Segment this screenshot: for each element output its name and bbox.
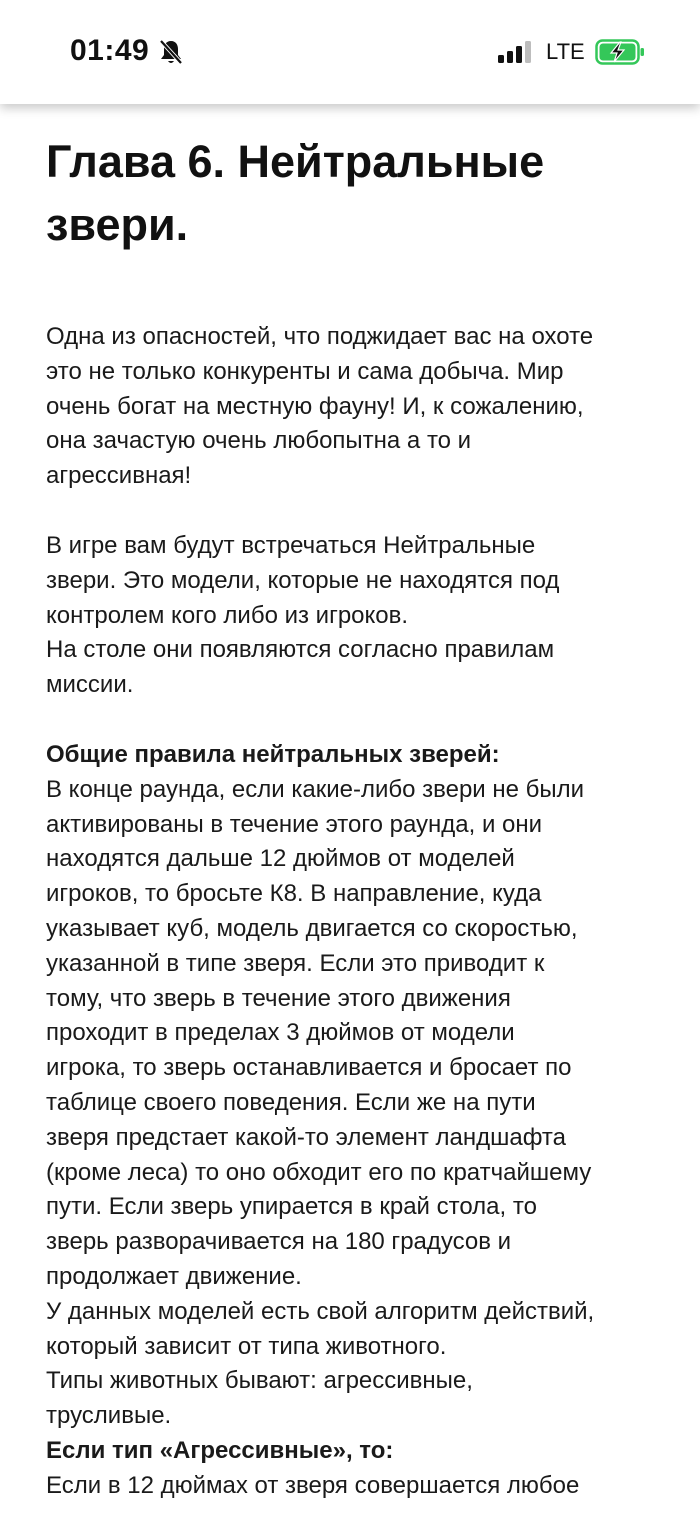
- network-label: LTE: [546, 39, 585, 64]
- text-line: продолжает движение.: [46, 1262, 302, 1290]
- text-line: Если в 12 дюймах от зверя совершается любое: [46, 1471, 580, 1499]
- paragraph-neutral-beasts: [46, 529, 656, 703]
- text-line: таблице своего поведения. Если же на пути: [46, 1088, 536, 1116]
- text-line: У данных моделей есть свой алгоритм действий,: [46, 1297, 595, 1325]
- text-line: проходит в пределах 3 дюймов от модели: [46, 1019, 515, 1047]
- paragraph-intro: [46, 320, 656, 494]
- text-line: В игре вам будут встречаться Нейтральные: [46, 531, 536, 559]
- paragraph-rules: [46, 738, 656, 1504]
- text-line: очень богат на местную фауну! И, к сожалению,: [46, 392, 584, 420]
- signal-icon: [498, 41, 531, 63]
- aggressive-heading: Если тип «Агрессивные», то:: [46, 1436, 394, 1464]
- rules-heading: Общие правила нейтральных зверей:: [46, 740, 500, 768]
- text-line: пути. Если зверь упирается в край стола, то: [46, 1193, 537, 1221]
- text-line: находятся дальше 12 дюймов от моделей: [46, 845, 515, 873]
- text-line: это не только конкуренты и сама добыча. Мир: [46, 357, 564, 385]
- text-line: указанной в типе зверя. Если это приводит к: [46, 949, 545, 977]
- text-line: который зависит от типа животного.: [46, 1332, 447, 1360]
- battery-charging-icon: [595, 38, 645, 71]
- text-line: (кроме леса) то оно обходит его по кратчайшему: [46, 1158, 592, 1186]
- text-line: Одна из опасностей, что поджидает вас на охоте: [46, 323, 594, 350]
- text-line: агрессивная!: [46, 462, 192, 490]
- text-line: указывает куб, модель двигается со скоростью,: [46, 914, 578, 942]
- text-line: В конце раунда, если какие-либо звери не были: [46, 775, 585, 803]
- text-line: трусливые.: [46, 1402, 172, 1430]
- text-line: она зачастую очень любопытна а то и: [46, 427, 472, 455]
- title-line: Глава 6. Нейтральные: [46, 136, 545, 187]
- text-line: звери. Это модели, которые не находятся под: [46, 566, 560, 594]
- page-title: [46, 130, 646, 256]
- status-time: 01:49: [70, 34, 150, 67]
- title-line: звери.: [46, 199, 189, 250]
- text-line: контролем кого либо из игроков.: [46, 601, 409, 629]
- text-line: игрока, то зверь останавливается и бросает по: [46, 1054, 572, 1082]
- text-line: игроков, то бросьте К8. В направление, куда: [46, 880, 542, 908]
- status-bar: [0, 0, 700, 104]
- text-line: Типы животных бывают: агрессивные,: [46, 1367, 473, 1395]
- text-line: активированы в течение этого раунда, и они: [46, 810, 543, 838]
- text-line: зверь разворачивается на 180 градусов и: [46, 1228, 512, 1256]
- text-line: миссии.: [46, 671, 134, 699]
- bell-slash-icon: [158, 38, 184, 71]
- text-line: тому, что зверь в течение этого движения: [46, 984, 511, 1012]
- text-line: На столе они появляются согласно правилам: [46, 636, 555, 664]
- text-line: зверя предстает какой-то элемент ландшафта: [46, 1123, 566, 1151]
- article: [46, 130, 656, 1504]
